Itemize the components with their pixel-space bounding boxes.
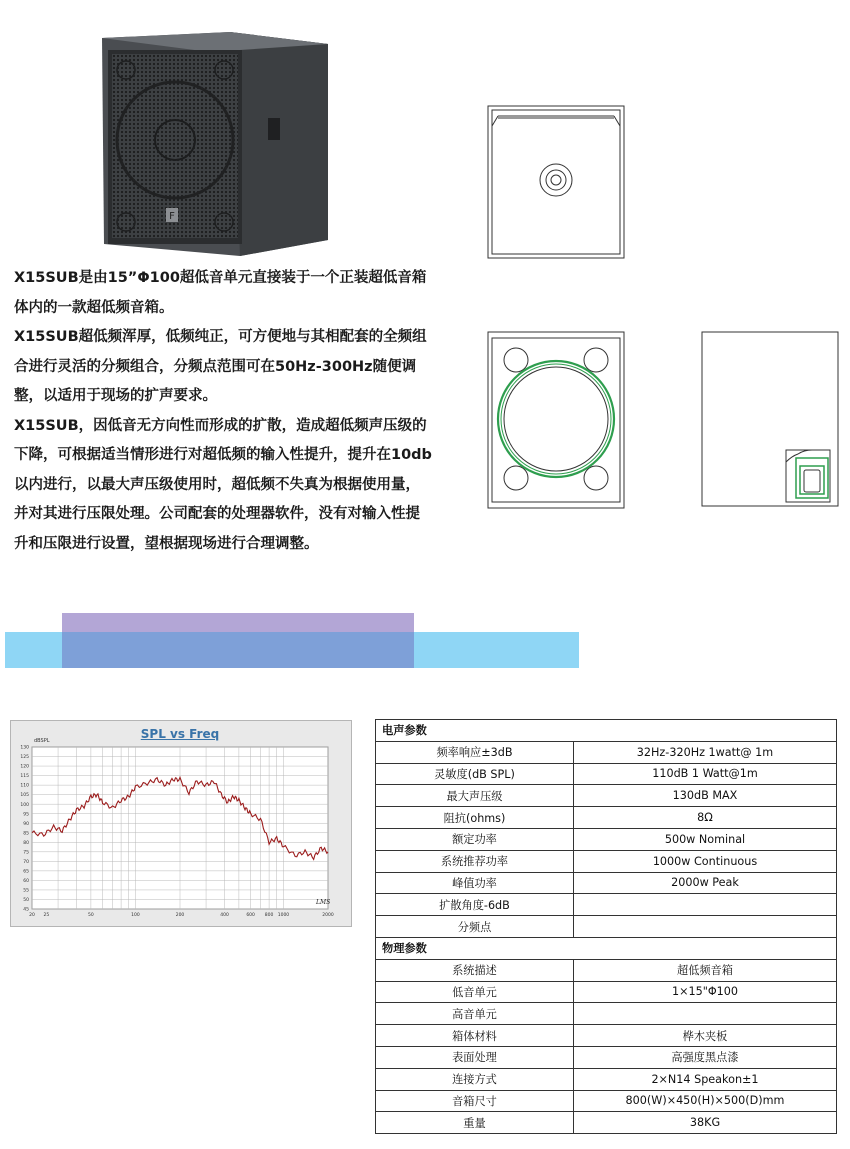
spec-label: 连接方式: [376, 1068, 574, 1090]
spec-value: 500w Nominal: [574, 828, 837, 850]
spec-row: [376, 916, 837, 938]
spec-row: [376, 741, 837, 763]
spec-value: 2000w Peak: [574, 872, 837, 894]
spec-label: 额定功率: [376, 828, 574, 850]
spec-label: 音箱尺寸: [376, 1090, 574, 1112]
x-tick-label: 100: [131, 913, 140, 918]
spec-value: [574, 894, 837, 916]
spec-label: 阻抗(ohms): [376, 807, 574, 829]
spec-value: 110dB 1 Watt@1m: [574, 763, 837, 785]
spec-value: 1000w Continuous: [574, 850, 837, 872]
x-tick-label: 2000: [322, 913, 334, 918]
handle: [268, 118, 280, 140]
x-tick-label: 800: [264, 913, 274, 918]
spec-row: [376, 828, 837, 850]
spec-row: [376, 981, 837, 1003]
spec-value: [574, 916, 837, 938]
spec-value: 桦木夹板: [574, 1025, 837, 1047]
product-description: [14, 264, 434, 559]
description-paragraph-2: X15SUB超低频浑厚，低频纯正，可方便地与其相配套的全频组合进行灵活的分频组合，分频点范围可在50Hz-300Hz随便调整，以适用于现场的扩声要求。: [14, 329, 427, 404]
spec-label: 分频点: [376, 916, 574, 938]
spec-section-title: 物理参数: [376, 937, 837, 959]
spec-row: [376, 959, 837, 981]
y-tick-label: 105: [20, 793, 29, 799]
x-tick-label: 25: [43, 913, 50, 918]
spec-row: [376, 1112, 837, 1134]
spec-row: [376, 785, 837, 807]
y-tick-label: 75: [23, 850, 29, 856]
spec-value: 32Hz-320Hz 1watt@ 1m: [574, 741, 837, 763]
x-tick-label: 200: [175, 913, 185, 918]
spec-row: [376, 1003, 837, 1025]
spec-row: [376, 1046, 837, 1068]
spec-value: 2×N14 Speakon±1: [574, 1068, 837, 1090]
spec-value: [574, 1003, 837, 1025]
spec-section-row: [376, 720, 837, 742]
subwoofer-photo: [100, 30, 330, 258]
spec-table: [375, 719, 837, 1134]
spec-label: 重量: [376, 1112, 574, 1134]
spl-chart: [10, 720, 350, 925]
y-tick-label: 90: [23, 821, 29, 827]
description-paragraph-3: X15SUB，因低音无方向性而形成的扩散，造成超低频声压级的下降，可根据适当情形进行对超低频的输入性提升，提升在10db以内进行，以最大声压级使用时，超低频不失真为根据使用量，并对其进行压限处理。公司配套的处理器软件，没有对输入性提升和压限进行设置，望根据现场进行合理调整。: [14, 417, 432, 552]
spec-value: 8Ω: [574, 807, 837, 829]
spec-value: 超低频音箱: [574, 959, 837, 981]
y-tick-label: 70: [23, 859, 29, 865]
logo-badge-letter: F: [169, 211, 175, 222]
spec-label: 表面处理: [376, 1046, 574, 1068]
y-tick-label: 110: [20, 783, 29, 789]
x-tick-label: 50: [88, 913, 94, 918]
y-tick-label: 130: [20, 745, 29, 751]
spec-value: 38KG: [574, 1112, 837, 1134]
spec-value: 高强度黑点漆: [574, 1046, 837, 1068]
spec-label: 箱体材料: [376, 1025, 574, 1047]
description-paragraph-1: X15SUB是由15”Φ100超低音单元直接装于一个正装超低音箱体内的一款超低频音箱。: [14, 270, 427, 316]
y-tick-label: 100: [20, 802, 29, 808]
drawing-baffle-view: [486, 330, 626, 510]
spec-row: [376, 872, 837, 894]
spec-label: 高音单元: [376, 1003, 574, 1025]
spec-label: 最大声压级: [376, 785, 574, 807]
chart-title: SPL vs Freq: [140, 727, 220, 741]
spec-section-row: [376, 937, 837, 959]
x-tick-label: 400: [220, 913, 229, 918]
y-tick-label: 55: [23, 888, 29, 894]
spec-row: [376, 1068, 837, 1090]
y-axis-label: dBSPL: [34, 738, 50, 744]
y-tick-label: 85: [23, 831, 29, 837]
y-tick-label: 95: [23, 812, 29, 818]
y-tick-label: 115: [20, 774, 29, 780]
spec-value: 130dB MAX: [574, 785, 837, 807]
y-tick-label: 80: [23, 840, 29, 846]
spec-row: [376, 894, 837, 916]
spec-label: 系统描述: [376, 959, 574, 981]
spec-value: 800(W)×450(H)×500(D)mm: [574, 1090, 837, 1112]
decorative-band-purple: [62, 613, 414, 633]
y-tick-label: 45: [23, 907, 29, 913]
spec-row: [376, 807, 837, 829]
y-tick-label: 60: [23, 879, 29, 885]
x-tick-label: 20: [29, 913, 35, 918]
decorative-band-overlap: [62, 632, 414, 668]
x-tick-label: 1000: [277, 913, 290, 918]
spec-value: 1×15"Φ100: [574, 981, 837, 1003]
drawing-side-view: [700, 330, 840, 508]
spec-label: 系统推荐功率: [376, 850, 574, 872]
x-tick-label: 600: [246, 913, 255, 918]
y-tick-label: 125: [20, 755, 29, 761]
y-tick-label: 120: [20, 764, 29, 770]
spec-label: 低音单元: [376, 981, 574, 1003]
y-tick-label: 50: [23, 898, 29, 904]
spec-row: [376, 763, 837, 785]
spec-label: 频率响应±3dB: [376, 741, 574, 763]
spec-row: [376, 1090, 837, 1112]
spec-label: 灵敏度(dB SPL): [376, 763, 574, 785]
spec-section-title: 电声参数: [376, 720, 837, 742]
spec-label: 扩散角度-6dB: [376, 894, 574, 916]
spec-row: [376, 850, 837, 872]
drawing-front-view: [486, 104, 626, 260]
spec-row: [376, 1025, 837, 1047]
chart-brand: LMS: [316, 899, 331, 906]
y-tick-label: 65: [23, 869, 29, 875]
spec-label: 峰值功率: [376, 872, 574, 894]
